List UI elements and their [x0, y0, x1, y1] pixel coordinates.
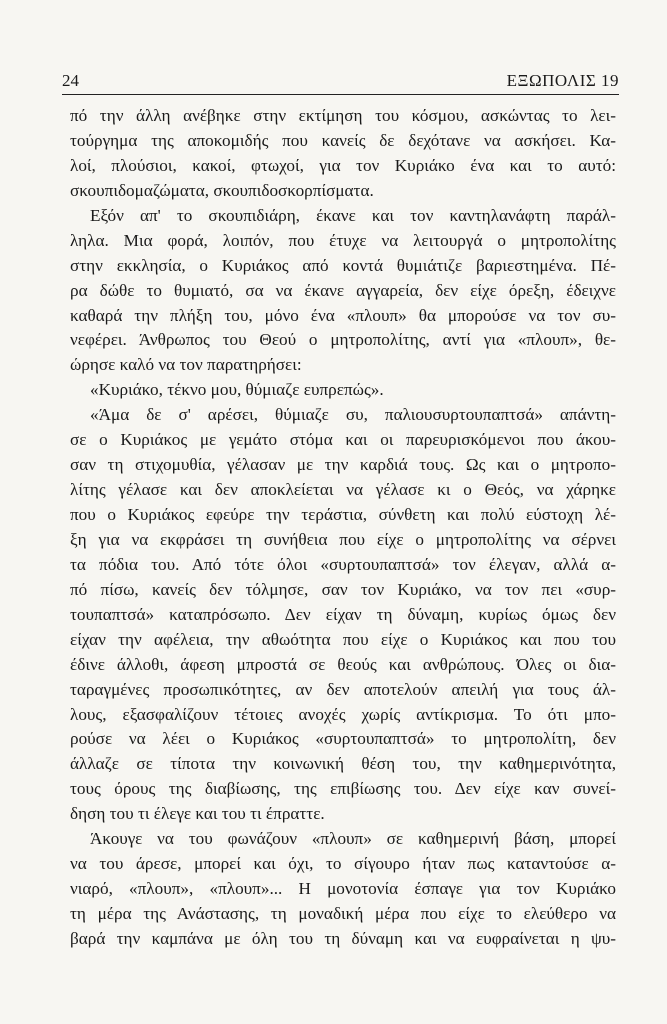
- text-line: βαρά την καμπάνα με όλη του τη δύναμη και να ευφραίνεται η ψυ-: [70, 928, 616, 948]
- text-line: σκουπιδομαζώματα, σκουπιδοσκορπίσματα.: [70, 180, 374, 200]
- text-line: «Κυριάκο, τέκνο μου, θύμιαζε ευπρεπώς».: [90, 380, 384, 400]
- text-line: λοί, πλούσιοι, κακοί, φτωχοί, για τον Κυριάκο ένα και το αυτό:: [70, 155, 616, 175]
- page-number: 24: [62, 71, 79, 90]
- text-line: Εξόν απ' το σκουπιδιάρη, έκανε και τον καντηλανάφτη παράλ-: [90, 205, 616, 225]
- text-line: λους, εξασφαλίζουν τέτοιες ανοχές χωρίς αντίκρισμα. Το ότι μπο-: [70, 704, 616, 724]
- page-header: [62, 70, 619, 96]
- text-line: τη μέρα της Ανάστασης, τη μοναδική μέρα που είχε το ελεύθερο να: [70, 904, 616, 923]
- text-line: ρα δώθε το θυμιατό, σα να έκανε αγγαρεία, δεν είχε όρεξη, έδειχνε: [70, 280, 616, 300]
- text-line: πό πίσω, κανείς δεν τόλμησε, σαν τον Κυριάκο, να τον πει «συρ-: [70, 579, 616, 599]
- text-line: τους όρους της διαβίωσης, της επιβίωσης του. Δεν είχε καν συνεί-: [70, 779, 616, 799]
- text-line: τούργημα της αποκομιδής που κανείς δε δεχότανε να ασκήσει. Κα-: [70, 130, 616, 150]
- text-line: στην εκκλησία, ο Κυριάκος από κοντά θυμιάτιζε βαριεστημένα. Πέ-: [70, 255, 616, 275]
- text-line: ώρησε καλό να τον παρατηρήσει:: [70, 355, 302, 375]
- text-line: σε ο Κυριάκος με γεμάτο στόμα και οι παρευρισκόμενοι που άκου-: [70, 430, 616, 450]
- text-line: που ο Κυριάκος εφεύρε την τεράστια, σύνθετη και πολύ εύστοχη λέ-: [70, 505, 616, 524]
- text-line: ληλα. Μια φορά, λοιπόν, που έτυχε να λειτουργά ο μητροπολίτης: [70, 230, 616, 250]
- text-line: ρούσε να λέει ο Κυριάκος «συρτουπαπτσά» το μητροπολίτη, δεν: [70, 729, 616, 749]
- text-line: ταραγμένες προσωπικότητες, αν δεν αποτελούν απειλή για τους άλ-: [70, 679, 616, 699]
- text-line: τα πόδια του. Από τότε όλοι «συρτουπαπτσά» τον έλεγαν, αλλά α-: [70, 554, 616, 574]
- text-line: σαν τη στιχομυθία, γέλασαν με την καρδιά τους. Ως και ο μητροπο-: [70, 455, 616, 475]
- text-line: έδινε άλλοθι, άφεση μπροστά σε θεούς και ανθρώπους. Όλες οι δια-: [70, 654, 616, 674]
- header-rule: [62, 94, 619, 95]
- text-line: νεφέρει. Άνθρωπος του Θεού ο μητροπολίτης, αντί για «πλουπ», θε-: [70, 330, 616, 350]
- text-line: λίτης γέλασε και δεν αποκλείεται να γέλασε κι ο Θεός, να χάρηκε: [70, 480, 616, 500]
- text-line: άλλαζε σε τίποτα την κοινωνική θέση του, την καθημερινότητα,: [70, 754, 616, 774]
- text-line: καθαρά την πλήξη του, μόνο ένα «πλουπ» θα μπορούσε να τον συ-: [70, 305, 616, 325]
- text-line: νιαρό, «πλουπ», «πλουπ»... Η μονοτονία έσπαγε για τον Κυριάκο: [70, 879, 616, 899]
- text-line: να του άρεσε, μπορεί και όχι, το σίγουρο ήταν πως καταντούσε α-: [70, 854, 616, 874]
- text-line: τουπαπτσά» καταπρόσωπο. Δεν είχαν τη δύναμη, κυρίως όμως δεν: [70, 604, 616, 624]
- text-line: ξη για να εκφράσει τη συνήθεια που είχε ο μητροπολίτης να σέρνει: [70, 529, 616, 549]
- text-line: «Άμα δε σ' αρέσει, θύμιαζε συ, παλιουσυρτουπαπτσά» απάντη-: [90, 405, 616, 425]
- text-line: πό την άλλη ανέβηκε στην εκτίμηση του κόσμου, ασκώντας το λει-: [70, 106, 616, 125]
- body-text: [70, 104, 616, 952]
- text-line: δηση του τι έλεγε και του τι έπραττε.: [70, 804, 325, 824]
- text-line: Άκουγε να του φωνάζουν «πλουπ» σε καθημερινή βάση, μπορεί: [90, 829, 616, 849]
- text-line: είχαν την αφέλεια, την αθωότητα που είχε ο Κυριάκος και που του: [70, 629, 616, 649]
- running-title: ΕΞΩΠΟΛΙΣ 19: [506, 71, 619, 90]
